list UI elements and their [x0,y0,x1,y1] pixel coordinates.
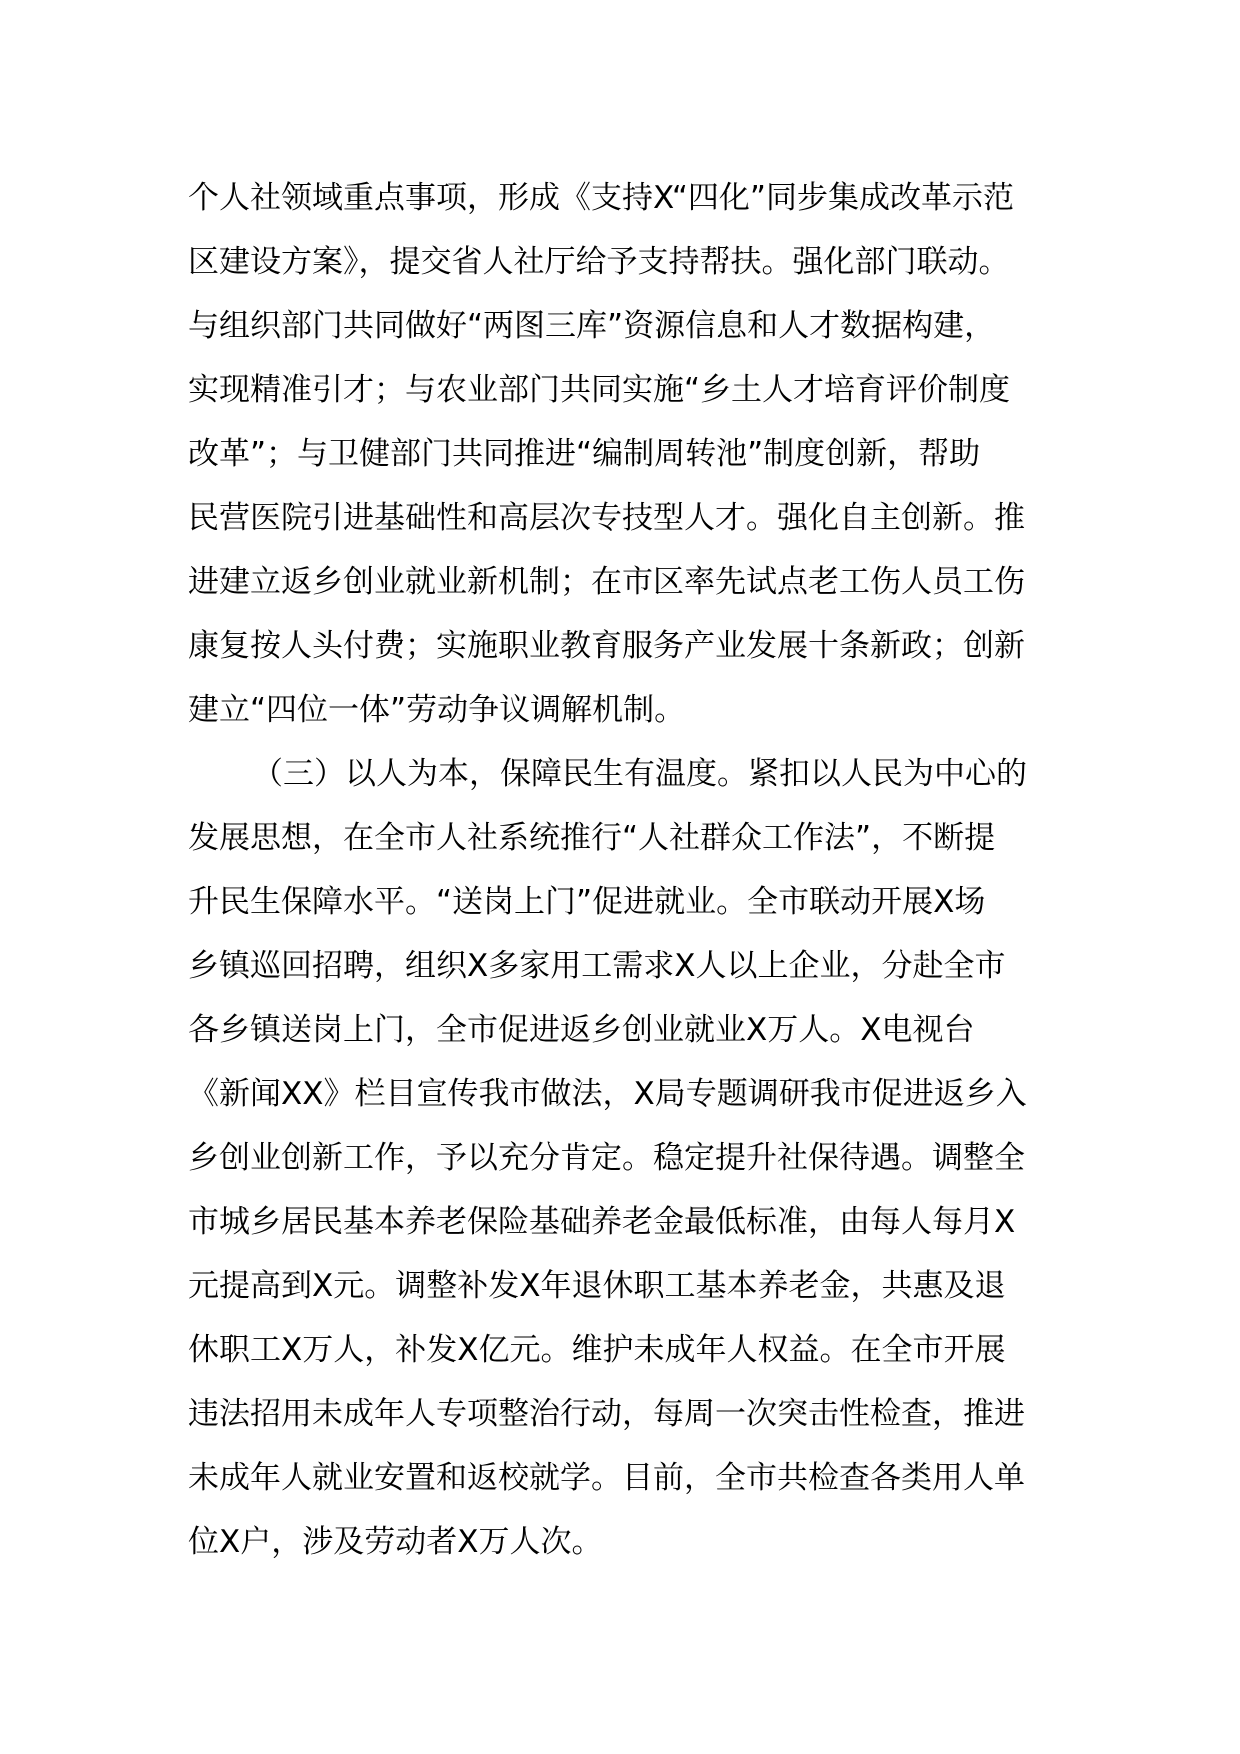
body-text-line: 区建设方案》，提交省人社厅给予支持帮扶。强化部门联动。 [188,244,1010,280]
body-text-line: 违法招用未成年人专项整治行动，每周一次突击性检查，推进 [188,1396,1025,1432]
body-text-line: 个人社领域重点事项，形成《支持X“四化”同步集成改革示范 [188,180,1014,216]
body-text-line: 各乡镇送岗上门，全市促进返乡创业就业X万人。X电视台 [188,1012,975,1048]
body-text-line: 休职工X万人，补发X亿元。维护未成年人权益。在全市开展 [188,1332,1006,1368]
body-text-line: 进建立返乡创业就业新机制；在市区率先试点老工伤人员工伤 [188,564,1025,600]
body-text-line: 乡镇巡回招聘，组织X多家用工需求X人以上企业，分赴全市 [188,948,1006,984]
body-text-line: 乡创业创新工作，予以充分肯定。稳定提升社保待遇。调整全 [188,1140,1025,1176]
section-heading-line: （三）以人为本，保障民生有温度。紧扣以人民为中心的 [252,756,1027,792]
body-text-line: 市城乡居民基本养老保险基础养老金最低标准，由每人每月X [188,1204,1016,1240]
body-text-line: 改革”；与卫健部门共同推进“编制周转池”制度创新，帮助 [188,436,981,472]
body-text-line: 元提高到X元。调整补发X年退休职工基本养老金，共惠及退 [188,1268,1006,1304]
body-text-line: 《新闻XX》栏目宣传我市做法，X局专题调研我市促进返乡入 [188,1076,1027,1112]
body-text-line: 位X户，涉及劳动者X万人次。 [188,1524,603,1560]
body-text-line: 与组织部门共同做好“两图三库”资源信息和人才数据构建， [188,308,996,344]
body-text-line: 实现精准引才；与农业部门共同实施“乡土人才培育评价制度 [188,372,1011,408]
body-text-line: 未成年人就业安置和返校就学。目前，全市共检查各类用人单 [188,1460,1025,1496]
body-text-line: 康复按人头付费；实施职业教育服务产业发展十条新政；创新 [188,628,1025,664]
body-text-line: 建立“四位一体”劳动争议调解机制。 [188,692,686,728]
body-text-line: 升民生保障水平。“送岗上门”促进就业。全市联动开展X场 [188,884,986,920]
body-text-line: 发展思想，在全市人社系统推行“人社群众工作法”，不断提 [188,820,996,856]
body-text-line: 民营医院引进基础性和高层次专技型人才。强化自主创新。推 [188,500,1025,536]
